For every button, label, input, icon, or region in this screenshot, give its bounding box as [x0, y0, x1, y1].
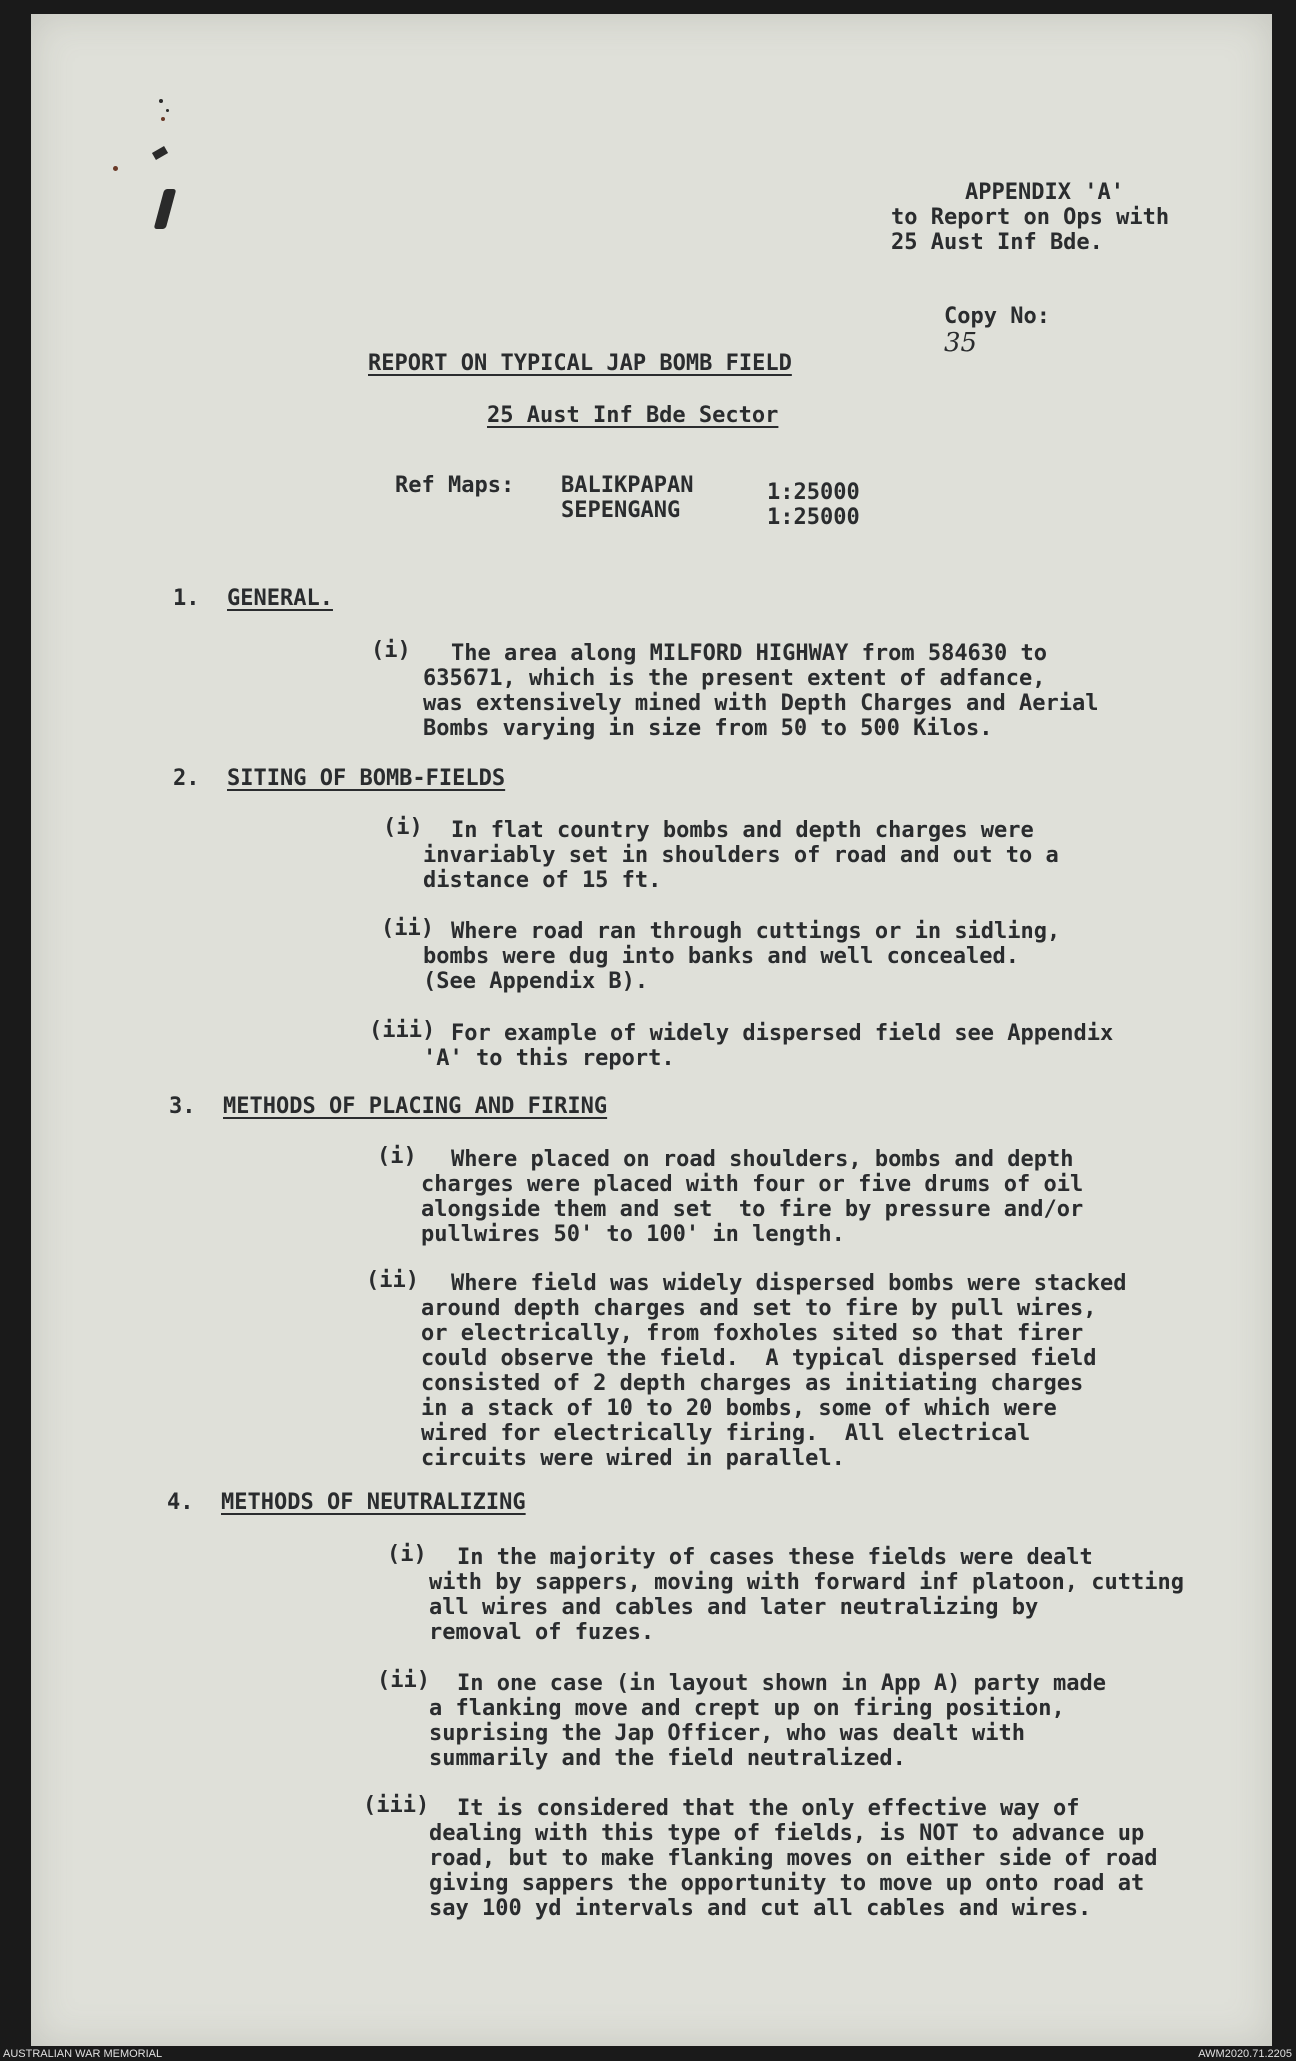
para-line: Where road ran through cuttings or in sidling,: [451, 919, 1061, 944]
para-label: (ii): [377, 1668, 430, 1693]
ref-map-scale: 1:25000: [767, 480, 860, 505]
ref-map-scale: 1:25000: [767, 505, 860, 530]
section-heading: SITING OF BOMB-FIELDS: [227, 766, 506, 791]
para-line: (See Appendix B).: [423, 969, 649, 994]
para-line: wired for electrically firing. All electrical: [421, 1421, 1031, 1446]
page-title: REPORT ON TYPICAL JAP BOMB FIELD: [368, 351, 792, 376]
ink-spot: [161, 117, 165, 121]
ink-spot: [113, 166, 118, 171]
para-line: pullwires 50' to 100' in length.: [421, 1222, 845, 1247]
section-number: 2.: [173, 766, 200, 791]
para-line: consisted of 2 depth charges as initiating charges: [421, 1371, 1084, 1396]
para-line: Bombs varying in size from 50 to 500 Kilos.: [423, 716, 993, 741]
para-line: bombs were dug into banks and well concealed.: [423, 944, 1020, 969]
para-line: The area along MILFORD HIGHWAY from 584630 to: [451, 641, 1048, 666]
ref-map-name: BALIKPAPAN: [561, 473, 694, 498]
section-heading: METHODS OF NEUTRALIZING: [221, 1490, 526, 1515]
para-line: circuits were wired in parallel.: [421, 1446, 845, 1471]
para-line: around depth charges and set to fire by pull wires,: [421, 1296, 1097, 1321]
para-line: was extensively mined with Depth Charges and Aerial: [423, 691, 1099, 716]
para-label: (iii): [369, 1018, 436, 1043]
para-line: a flanking move and crept up on firing position,: [429, 1696, 1065, 1721]
para-line: all wires and cables and later neutralizing by: [429, 1595, 1039, 1620]
para-label: (iii): [363, 1793, 430, 1818]
para-line: removal of fuzes.: [429, 1620, 655, 1645]
para-line: Where placed on road shoulders, bombs and depth: [451, 1147, 1074, 1172]
para-line: or electrically, from foxholes sited so that firer: [421, 1321, 1084, 1346]
archive-footer: [0, 2047, 1296, 2061]
para-label: (i): [387, 1542, 427, 1567]
copy-number-handwritten: 35: [943, 328, 978, 358]
ink-spot: [166, 109, 169, 112]
footer-right: AWM2020.71.2205: [1198, 2048, 1292, 2060]
para-line: with by sappers, moving with forward inf platoon, cutting: [429, 1570, 1184, 1595]
section-heading: METHODS OF PLACING AND FIRING: [223, 1094, 608, 1119]
footer-left: AUSTRALIAN WAR MEMORIAL: [3, 2048, 163, 2060]
para-line: suprising the Jap Officer, who was dealt with: [429, 1721, 1026, 1746]
para-line: alongside them and set to fire by pressure and/or: [421, 1197, 1084, 1222]
bde-line: 25 Aust Inf Bde.: [891, 230, 1103, 255]
para-label: (ii): [381, 916, 434, 941]
para-line: 'A' to this report.: [423, 1046, 675, 1071]
para-line: In one case (in layout shown in App A) party made: [457, 1671, 1107, 1696]
para-line: distance of 15 ft.: [423, 868, 662, 893]
para-line: invariably set in shoulders of road and out to a: [423, 843, 1059, 868]
para-line: 635671, which is the present extent of adfance,: [423, 666, 1046, 691]
copy-no-label: Copy No:: [943, 304, 1050, 329]
para-line: For example of widely dispersed field see Appendix: [451, 1021, 1114, 1046]
ink-spot: [159, 99, 163, 103]
para-line: summarily and the field neutralized.: [429, 1746, 906, 1771]
para-line: road, but to make flanking moves on either side of road: [429, 1846, 1158, 1871]
appendix-label: APPENDIX 'A': [965, 180, 1124, 205]
para-line: say 100 yd intervals and cut all cables and wires.: [429, 1896, 1092, 1921]
para-line: In flat country bombs and depth charges were: [451, 818, 1034, 843]
para-label: (i): [383, 815, 423, 840]
para-label: (i): [377, 1144, 417, 1169]
para-line: Where field was widely dispersed bombs were stacked: [451, 1271, 1127, 1296]
section-heading: GENERAL.: [227, 586, 333, 611]
to-report-line: to Report on Ops with: [891, 205, 1170, 230]
section-number: 1.: [173, 586, 200, 611]
para-line: could observe the field. A typical dispersed field: [421, 1346, 1097, 1371]
para-line: In the majority of cases these fields were dealt: [457, 1545, 1093, 1570]
copy-label: [891, 278, 1050, 384]
para-line: dealing with this type of fields, is NOT to advance up: [429, 1821, 1145, 1846]
section-number: 4.: [167, 1490, 194, 1515]
para-label: (ii): [366, 1268, 419, 1293]
ref-maps-label: Ref Maps:: [395, 473, 515, 498]
document-page: [31, 14, 1272, 2046]
page-subtitle: 25 Aust Inf Bde Sector: [487, 403, 779, 428]
section-number: 3.: [169, 1094, 196, 1119]
ref-map-name: SEPENGANG: [561, 498, 681, 523]
para-label: (i): [371, 638, 411, 663]
para-line: giving sappers the opportunity to move up onto road at: [429, 1871, 1145, 1896]
para-line: charges were placed with four or five drums of oil: [421, 1172, 1084, 1197]
para-line: in a stack of 10 to 20 bombs, some of which were: [421, 1396, 1057, 1421]
para-line: It is considered that the only effective way of: [457, 1796, 1080, 1821]
ink-blot: [152, 146, 168, 160]
ink-blot: [154, 189, 177, 229]
